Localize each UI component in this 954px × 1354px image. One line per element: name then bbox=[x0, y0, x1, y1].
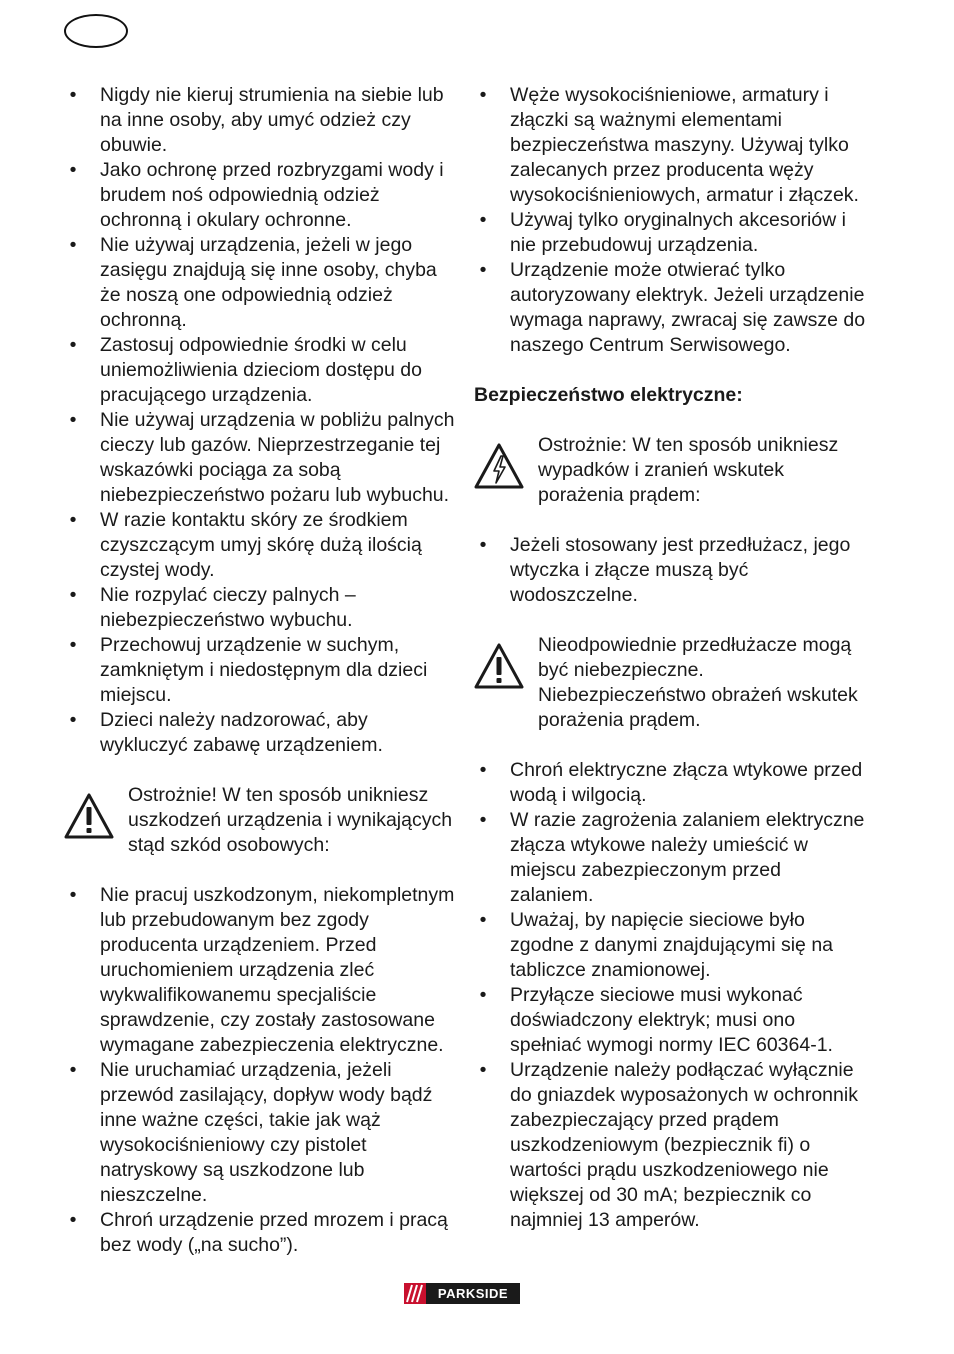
bullet-text: Nie pracuj uszkodzonym, niekompletnym lub przebudowanym bez zgody producenta urządzeniem. Przed uruchomieniem urządzenia zleć wykwalifikowanemu specjaliście sprawdzenie, czy zostały zastosowane wymagane zabezpieczenia elektryczne. bbox=[100, 884, 455, 1056]
bullet-marker: • bbox=[69, 1209, 77, 1231]
left-warning-text: Ostrożnie! W ten sposób unikniesz uszkodzeń urządzenia i wynikających stąd szkód osobowych: bbox=[128, 784, 453, 856]
bullet-item bbox=[64, 233, 456, 333]
right-safety-list-3 bbox=[474, 758, 866, 1233]
bullet-item bbox=[474, 533, 866, 608]
bullet-marker: • bbox=[479, 534, 487, 556]
bullet-text: Jako ochronę przed rozbryzgami wody i brudem noś odpowiednią odzież ochronną i okulary ochronne. bbox=[100, 159, 444, 231]
extension-warning-block bbox=[474, 633, 866, 733]
electric-warning-text: Ostrożnie: W ten sposób unikniesz wypadków i zranień wskutek porażenia prądem: bbox=[538, 434, 839, 506]
bullet-marker: • bbox=[69, 709, 77, 731]
bullet-item bbox=[64, 1058, 456, 1208]
bullet-marker: • bbox=[69, 509, 77, 531]
right-safety-list-1 bbox=[474, 83, 866, 358]
left-warning-block bbox=[64, 783, 456, 858]
bullet-text: Chroń elektryczne złącza wtykowe przed wodą i wilgocią. bbox=[510, 759, 863, 806]
bullet-marker: • bbox=[479, 759, 487, 781]
bullet-text: Nie używaj urządzenia, jeżeli w jego zasięgu znajdują się inne osoby, chyba że noszą one odpowiednią odzież ochronną. bbox=[100, 234, 437, 331]
bullet-marker: • bbox=[69, 159, 77, 181]
bullet-text: Jeżeli stosowany jest przedłużacz, jego wtyczka i złącze muszą być wodoszczelne. bbox=[510, 534, 851, 606]
bullet-marker: • bbox=[69, 634, 77, 656]
brand-name: PARKSIDE bbox=[426, 1283, 520, 1304]
bullet-marker: • bbox=[479, 909, 487, 931]
bullet-text: Nie rozpylać cieczy palnych – niebezpieczeństwo wybuchu. bbox=[100, 584, 356, 631]
bullet-item bbox=[474, 83, 866, 208]
bullet-item bbox=[64, 83, 456, 158]
bullet-item bbox=[474, 758, 866, 808]
warning-triangle-icon bbox=[474, 643, 524, 689]
bullet-text: Przyłącze sieciowe musi wykonać doświadczony elektryk; musi ono spełniać wymogi normy IEC 60364-1. bbox=[510, 984, 833, 1056]
language-badge bbox=[64, 14, 128, 48]
bullet-item bbox=[474, 258, 866, 358]
bullet-text: Zastosuj odpowiednie środki w celu uniemożliwienia dzieciom dostępu do pracującego urządzenia. bbox=[100, 334, 422, 406]
bullet-marker: • bbox=[479, 209, 487, 231]
bullet-item bbox=[64, 883, 456, 1058]
electric-hazard-triangle-icon bbox=[474, 443, 524, 489]
left-safety-list-2 bbox=[64, 883, 456, 1258]
bullet-text: Chroń urządzenie przed mrozem i pracą bez wody („na sucho”). bbox=[100, 1209, 448, 1256]
warning-triangle-icon bbox=[64, 793, 114, 839]
bullet-item bbox=[64, 633, 456, 708]
bullet-marker: • bbox=[479, 984, 487, 1006]
bullet-item bbox=[64, 708, 456, 758]
bullet-text: W razie kontaktu skóry ze środkiem czyszczącym umyj skórę dużą ilością czystej wody. bbox=[100, 509, 422, 581]
right-safety-list-2 bbox=[474, 533, 866, 608]
bullet-text: Używaj tylko oryginalnych akcesoriów i nie przebudowuj urządzenia. bbox=[510, 209, 846, 256]
bullet-item bbox=[474, 908, 866, 983]
bullet-marker: • bbox=[479, 1059, 487, 1081]
parkside-logo bbox=[404, 1283, 520, 1304]
bullet-marker: • bbox=[69, 1059, 77, 1081]
bullet-item bbox=[64, 408, 456, 508]
bullet-item bbox=[474, 1058, 866, 1233]
right-column bbox=[474, 83, 866, 1233]
bullet-marker: • bbox=[479, 809, 487, 831]
bullet-item bbox=[64, 508, 456, 583]
bullet-marker: • bbox=[69, 584, 77, 606]
bullet-item bbox=[64, 333, 456, 408]
bullet-item bbox=[64, 158, 456, 233]
left-column bbox=[64, 83, 456, 1258]
bullet-marker: • bbox=[69, 884, 77, 906]
bullet-marker: • bbox=[69, 409, 77, 431]
bullet-item bbox=[474, 808, 866, 908]
bullet-text: W razie zagrożenia zalaniem elektryczne złącza wtykowe należy umieścić w miejscu zabezpieczonym przed zalaniem. bbox=[510, 809, 865, 906]
electric-warning-block bbox=[474, 433, 866, 508]
bullet-text: Nie uruchamiać urządzenia, jeżeli przewód zasilający, dopływ wody bądź inne ważne części, takie jak wąż wysokociśnieniowy czy pistolet natryskowy są uszkodzone lub nieszczelne. bbox=[100, 1059, 433, 1206]
bullet-marker: • bbox=[479, 84, 487, 106]
bullet-item bbox=[474, 983, 866, 1058]
extension-warning-text: Nieodpowiednie przedłużacze mogą być niebezpieczne. Niebezpieczeństwo obrażeń wskutek porażenia prądem. bbox=[538, 634, 858, 731]
bullet-item bbox=[474, 208, 866, 258]
logo-stripes-icon bbox=[404, 1283, 426, 1304]
bullet-marker: • bbox=[69, 84, 77, 106]
bullet-item bbox=[64, 583, 456, 633]
bullet-text: Węże wysokociśnieniowe, armatury i złączki są ważnymi elementami bezpieczeństwa maszyny. Używaj tylko zalecanych przez producenta węży wysokociśnieniowych, armatur i złączek. bbox=[510, 84, 859, 206]
bullet-text: Urządzenie może otwierać tylko autoryzowany elektryk. Jeżeli urządzenie wymaga naprawy, zwracaj się zawsze do naszego Centrum Serwisowego. bbox=[510, 259, 866, 356]
bullet-marker: • bbox=[69, 234, 77, 256]
bullet-item bbox=[64, 1208, 456, 1258]
bullet-text: Nigdy nie kieruj strumienia na siebie lub na inne osoby, aby umyć odzież czy obuwie. bbox=[100, 84, 444, 156]
section-heading: Bezpieczeństwo elektryczne: bbox=[474, 384, 743, 406]
bullet-marker: • bbox=[69, 334, 77, 356]
bullet-text: Nie używaj urządzenia w pobliżu palnych cieczy lub gazów. Nieprzestrzeganie tej wskazówki pociąga za sobą niebezpieczeństwo pożaru lub wybuchu. bbox=[100, 409, 455, 506]
bullet-text: Urządzenie należy podłączać wyłącznie do gniazdek wyposażonych w ochronnik zabezpieczający przed prądem uszkodzeniowym (bezpiecznik fi) o wartości prądu uszkodzeniowego nie większej od 30 mA; bezpiecznik co najmniej 13 amperów. bbox=[510, 1059, 858, 1231]
bullet-text: Uważaj, by napięcie sieciowe było zgodne z danymi znajdującymi się na tabliczce znamionowej. bbox=[510, 909, 834, 981]
bullet-text: Przechowuj urządzenie w suchym, zamkniętym i niedostępnym dla dzieci miejscu. bbox=[100, 634, 428, 706]
left-safety-list-1 bbox=[64, 83, 456, 758]
bullet-text: Dzieci należy nadzorować, aby wykluczyć zabawę urządzeniem. bbox=[100, 709, 383, 756]
bullet-marker: • bbox=[479, 259, 487, 281]
